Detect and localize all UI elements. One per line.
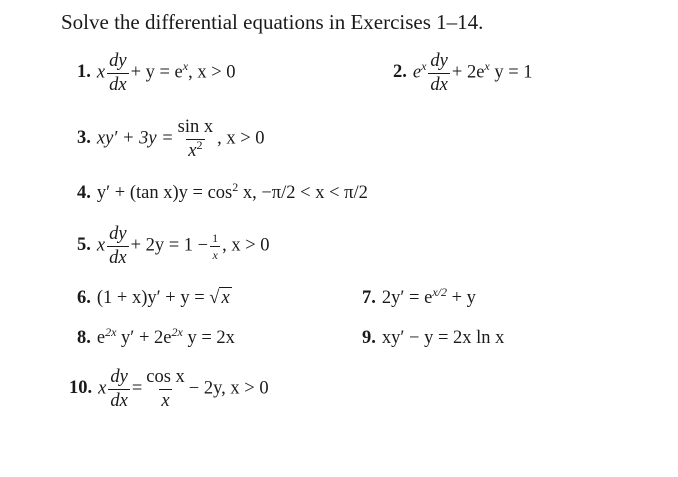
exercise-5 [77,225,270,267]
derivative-fraction [107,52,128,94]
exercise-8 [77,324,235,349]
fraction-denominator: dx [430,74,448,95]
equation-part: + y [447,288,476,308]
exponent: x [421,59,427,74]
fraction-denominator: x [212,247,218,262]
fraction-numerator: 1 [212,230,219,245]
fraction-numerator: dy [110,367,128,387]
equation-part: y′ + 2e [116,328,172,348]
equation-part: y′ + (tan x)y = cos [96,183,233,203]
exercise-number: 6. [77,288,91,308]
fraction-numerator: cos x [146,367,185,387]
exercise-9 [362,328,504,349]
derivative-fraction [108,368,129,410]
condition: , x > 0 [188,62,236,83]
rhs-fraction [176,118,215,160]
equation-part: xy′ − y = 2x ln x [381,328,505,348]
equation-part: y = 2x [182,328,235,348]
exponent: x [484,59,490,74]
equation-part: xy′ + 3y = [96,128,174,149]
exercise-4 [77,179,368,204]
exercise-number: 9. [362,328,376,348]
equation-part: (1 + x)y′ + y = [96,288,210,308]
equation-part: y = 1 [489,62,533,83]
exercise-2 [393,52,533,94]
coefficient: x [96,62,106,83]
fraction-denominator: dx [110,390,128,411]
fraction-denominator: dx [109,74,127,95]
equation-part: e [96,328,106,348]
exercise-number: 3. [77,128,91,149]
equals-sign: = [131,378,143,399]
exercise-number: 8. [77,328,91,348]
equation-part: + 2e [451,62,485,83]
radicand: x [221,288,230,308]
coefficient: e [412,62,422,83]
exercise-3 [77,118,265,160]
exercise-number: 4. [77,183,91,203]
fraction-numerator: dy [109,51,127,71]
equation-part: + y = e [130,62,183,83]
coefficient: x [96,235,106,256]
coefficient: x [98,378,107,399]
reciprocal-fraction [210,232,220,261]
exponent: 2x [105,324,117,339]
fraction-denominator: $x^2$ [188,137,203,161]
exercise-heading: Solve the differential equations in Exercises 1–14. [61,10,484,34]
derivative-fraction [428,52,449,94]
exercise-1 [77,52,236,94]
exercise-number: 5. [77,235,91,256]
fraction-numerator: dy [109,224,127,244]
exercise-number: 1. [77,62,91,83]
exponent: 2x [171,324,183,339]
fraction-numerator: dy [430,51,448,71]
rhs-fraction [144,368,187,410]
equation-part: 2y′ = e [381,288,433,308]
exercise-number: 10. [69,378,93,399]
exercise-number: 2. [393,62,407,83]
exercise-7 [362,284,476,309]
fraction-denominator: x [161,390,170,411]
equation-part: + 2y = 1 − [130,235,209,256]
exercise-10 [69,368,269,410]
exponent: x/2 [432,284,447,299]
condition: , x > 0 [217,128,265,149]
fraction-numerator: sin x [177,117,214,137]
exponent: 2 [232,179,239,194]
exercise-6 [77,288,232,309]
exponent: x [182,59,189,74]
exercise-number: 7. [362,288,376,308]
derivative-fraction [107,225,128,267]
condition: − 2y, x > 0 [188,378,269,399]
condition: , x > 0 [222,235,270,256]
fraction-denominator: dx [109,247,127,268]
condition: x, −π/2 < x < π/2 [238,183,368,203]
radical-sign: √ [209,288,220,308]
